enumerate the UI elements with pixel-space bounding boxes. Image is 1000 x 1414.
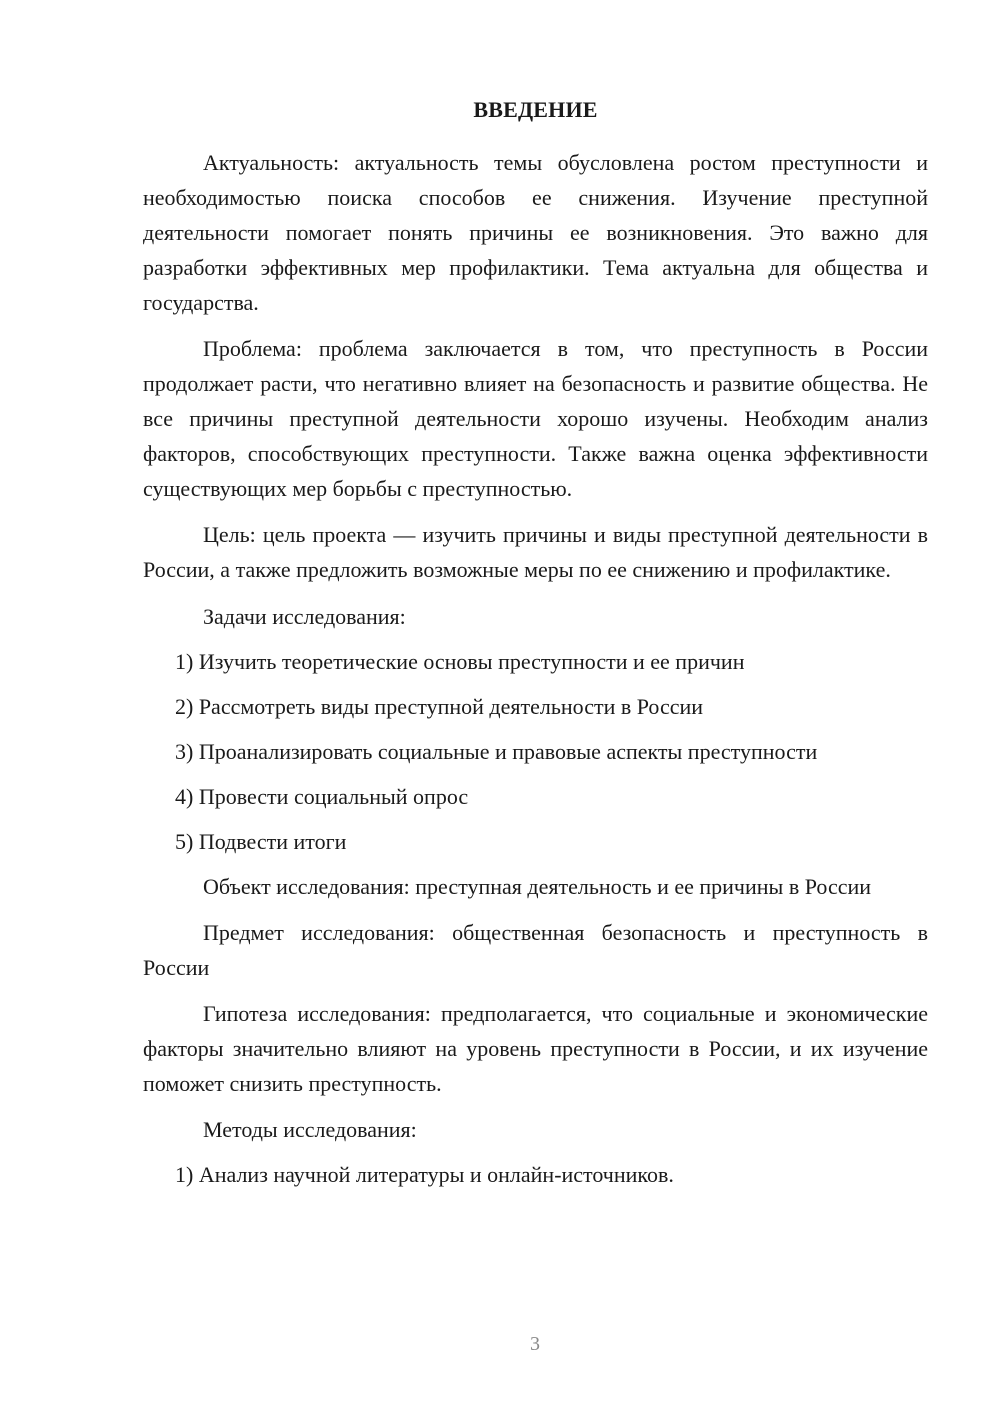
paragraph-object: Объект исследования: преступная деятельность и ее причины в России: [203, 874, 872, 899]
task-item: 2) Рассмотреть виды преступной деятельности в России: [175, 694, 704, 719]
task-item: 4) Провести социальный опрос: [175, 784, 469, 809]
paragraph-subject: Предмет исследования: общественная безопасность и преступность в России: [143, 920, 928, 980]
method-item: 1) Анализ научной литературы и онлайн-источников.: [175, 1162, 674, 1187]
tasks-heading: Задачи исследования:: [203, 604, 406, 629]
task-item: 1) Изучить теоретические основы преступности и ее причин: [175, 649, 745, 674]
task-item: 3) Проанализировать социальные и правовые аспекты преступности: [175, 739, 818, 764]
paragraph-problem: Проблема: проблема заключается в том, что преступность в России продолжает расти, что негативно влияет на безопасность и развитие общества. Не все причины преступной деятельности хорошо изучены. Необходим анализ факторов, способствующих преступности. Также важна оценка эффективности существующих мер борьбы с преступностью.: [143, 336, 928, 501]
section-title: ВВЕДЕНИЕ: [473, 97, 598, 122]
paragraph-relevance: Актуальность: актуальность темы обусловлена ростом преступности и необходимостью поиска способов ее снижения. Изучение преступной деятельности помогает понять причины ее возникновения. Это важно для разработки эффективных мер профилактики. Тема актуальна для общества и государства.: [143, 150, 928, 315]
page-number: 3: [530, 1333, 540, 1355]
methods-heading: Методы исследования:: [203, 1117, 417, 1142]
document-page: [143, 95, 928, 1202]
task-item: 5) Подвести итоги: [175, 829, 347, 854]
paragraph-hypothesis: Гипотеза исследования: предполагается, что социальные и экономические факторы значительно влияют на уровень преступности в России, и их изучение поможет снизить преступность.: [143, 1001, 928, 1096]
paragraph-goal: Цель: цель проекта — изучить причины и виды преступной деятельности в России, а также предложить возможные меры по ее снижению и профилактике.: [143, 522, 928, 582]
